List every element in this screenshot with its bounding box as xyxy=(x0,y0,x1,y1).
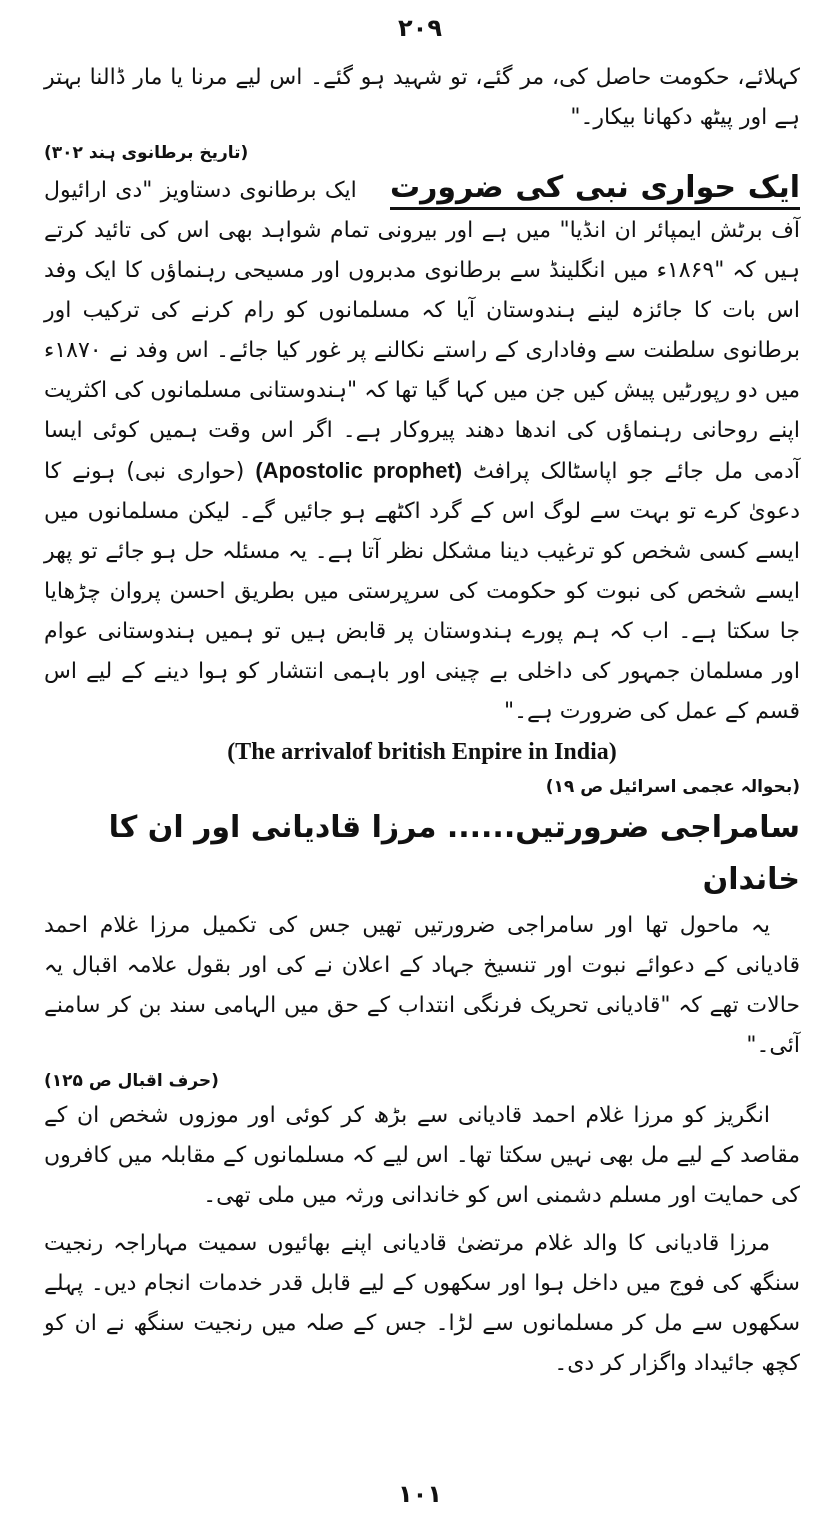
section-heading-imperial-needs: سامراجی ضرورتیں...... مرزا قادیانی اور ان کا خاندان xyxy=(108,810,800,897)
paragraph-british: انگریز کو مرزا غلام احمد قادیانی سے بڑھ کر کوئی اور موزوں شخص ان کے مقاصد کے لیے مل بھی نہیں سکتا تھا۔ اس لیے کہ مسلمانوں کے مقابلہ میں کافروں کی حمایت اور مسلم دشمنی اس کو خاندانی ورثہ میں ملی تھی۔ xyxy=(44,1103,800,1208)
citation-harf-iqbal: (حرف اقبال ص ۱۲۵) xyxy=(44,1071,219,1091)
paragraph-document xyxy=(44,168,800,732)
paragraph-opening: کہلائے، حکومت حاصل کی، مر گئے، تو شہید ہو گئے۔ اس لیے مرنا یا مار ڈالنا بہتر ہے اور پیٹھ دکھانا بیکار۔" xyxy=(44,65,800,130)
page-body xyxy=(44,58,800,1384)
english-source-title: (The arrivalof british Enpire in India) xyxy=(227,739,617,765)
page-number-top: ۲۰۹ xyxy=(398,14,442,42)
citation-ajmi-israel: (بحوالہ عجمی اسرائیل ص ۱۹) xyxy=(545,777,800,797)
apostolic-prophet-term: (Apostolic prophet) xyxy=(255,458,463,483)
paragraph-document-text: ایک برطانوی دستاویز "دی ارائیول آف برٹش ایمپائر ان انڈیا" میں ہے اور بیرونی تمام شواہد بھی اس کی تائید کرتے ہیں کہ "۱۸۶۹ء میں انگلینڈ سے برطانوی مدبروں اور مسیحی رہنماؤں کا ایک وفد اس بات کا جائزہ لینے ہندوستان آیا کہ مسلمانوں کو رام کرنے کی ترکیب اور برطانوی سلطنت سے وفاداری کے راستے نکالنے پر غور کیا جائے۔ اس وفد نے ۱۸۷۰ء میں دو رپورٹیں پیش کیں جن میں کہا گیا تھا کہ "ہندوستانی مسلمانوں کی اکثریت اپنے روحانی رہنماؤں کی اندھا دھند پیروکار ہے۔ اگر اس وقت ہمیں کوئی ایسا آدمی مل جائے جو اپاسٹالک پرافٹ xyxy=(44,178,800,484)
paragraph-document-text-2: (حواری نبی) ہونے کا دعویٰ کرے تو بہت سے لوگ اس کے گرد اکٹھے ہو جائیں گے۔ لیکن مسلمانوں میں ایسے کسی شخص کو ترغیب دینا مشکل نظر آتا ہے۔ یہ مسئلہ حل ہو جائے تو پھر ایسے شخص کی نبوت کو حکومت کی سرپرستی میں بطریق احسن پروان چڑھایا جا سکتا ہے۔ اب کہ ہم پورے ہندوستان پر قابض ہیں تو ہمیں ہندوستانی عوام اور مسلمان جمہور کی داخلی بے چینی اور باہمی انتشار کو ہوا دینے کے لیے اس قسم کے عمل کی ضرورت ہے۔" xyxy=(44,459,800,724)
citation-history: (تاریخ برطانوی ہند ۳۰۲) xyxy=(44,143,249,163)
paragraph-father: مرزا قادیانی کا والد غلام مرتضیٰ قادیانی اپنے بھائیوں سمیت مہاراجہ رنجیت سنگھ کی فوج میں داخل ہوا اور سکھوں کے لیے قابل قدر خدمات انجام دیں۔ پہلے سکھوں سے مل کر مسلمانوں سے لڑا۔ جس کے صلہ میں رنجیت سنگھ نے ان کو کچھ جائیداد واگزار کر دی۔ xyxy=(44,1231,800,1376)
section-heading-apostolic: ایک حواری نبی کی ضرورت xyxy=(390,170,800,210)
page-number-bottom: ۱۰۱ xyxy=(398,1480,442,1508)
paragraph-environment: یہ ماحول تھا اور سامراجی ضرورتیں تھیں جس کی تکمیل مرزا غلام احمد قادیانی کے دعوائے نبوت اور تنسیخ جہاد کے اعلان نے کی اور بقول علامہ اقبال یہ حالات تھے کہ "قادیانی تحریک فرنگی انتداب کے حق میں الہامی سند بن کر سامنے آئی۔" xyxy=(44,913,800,1058)
